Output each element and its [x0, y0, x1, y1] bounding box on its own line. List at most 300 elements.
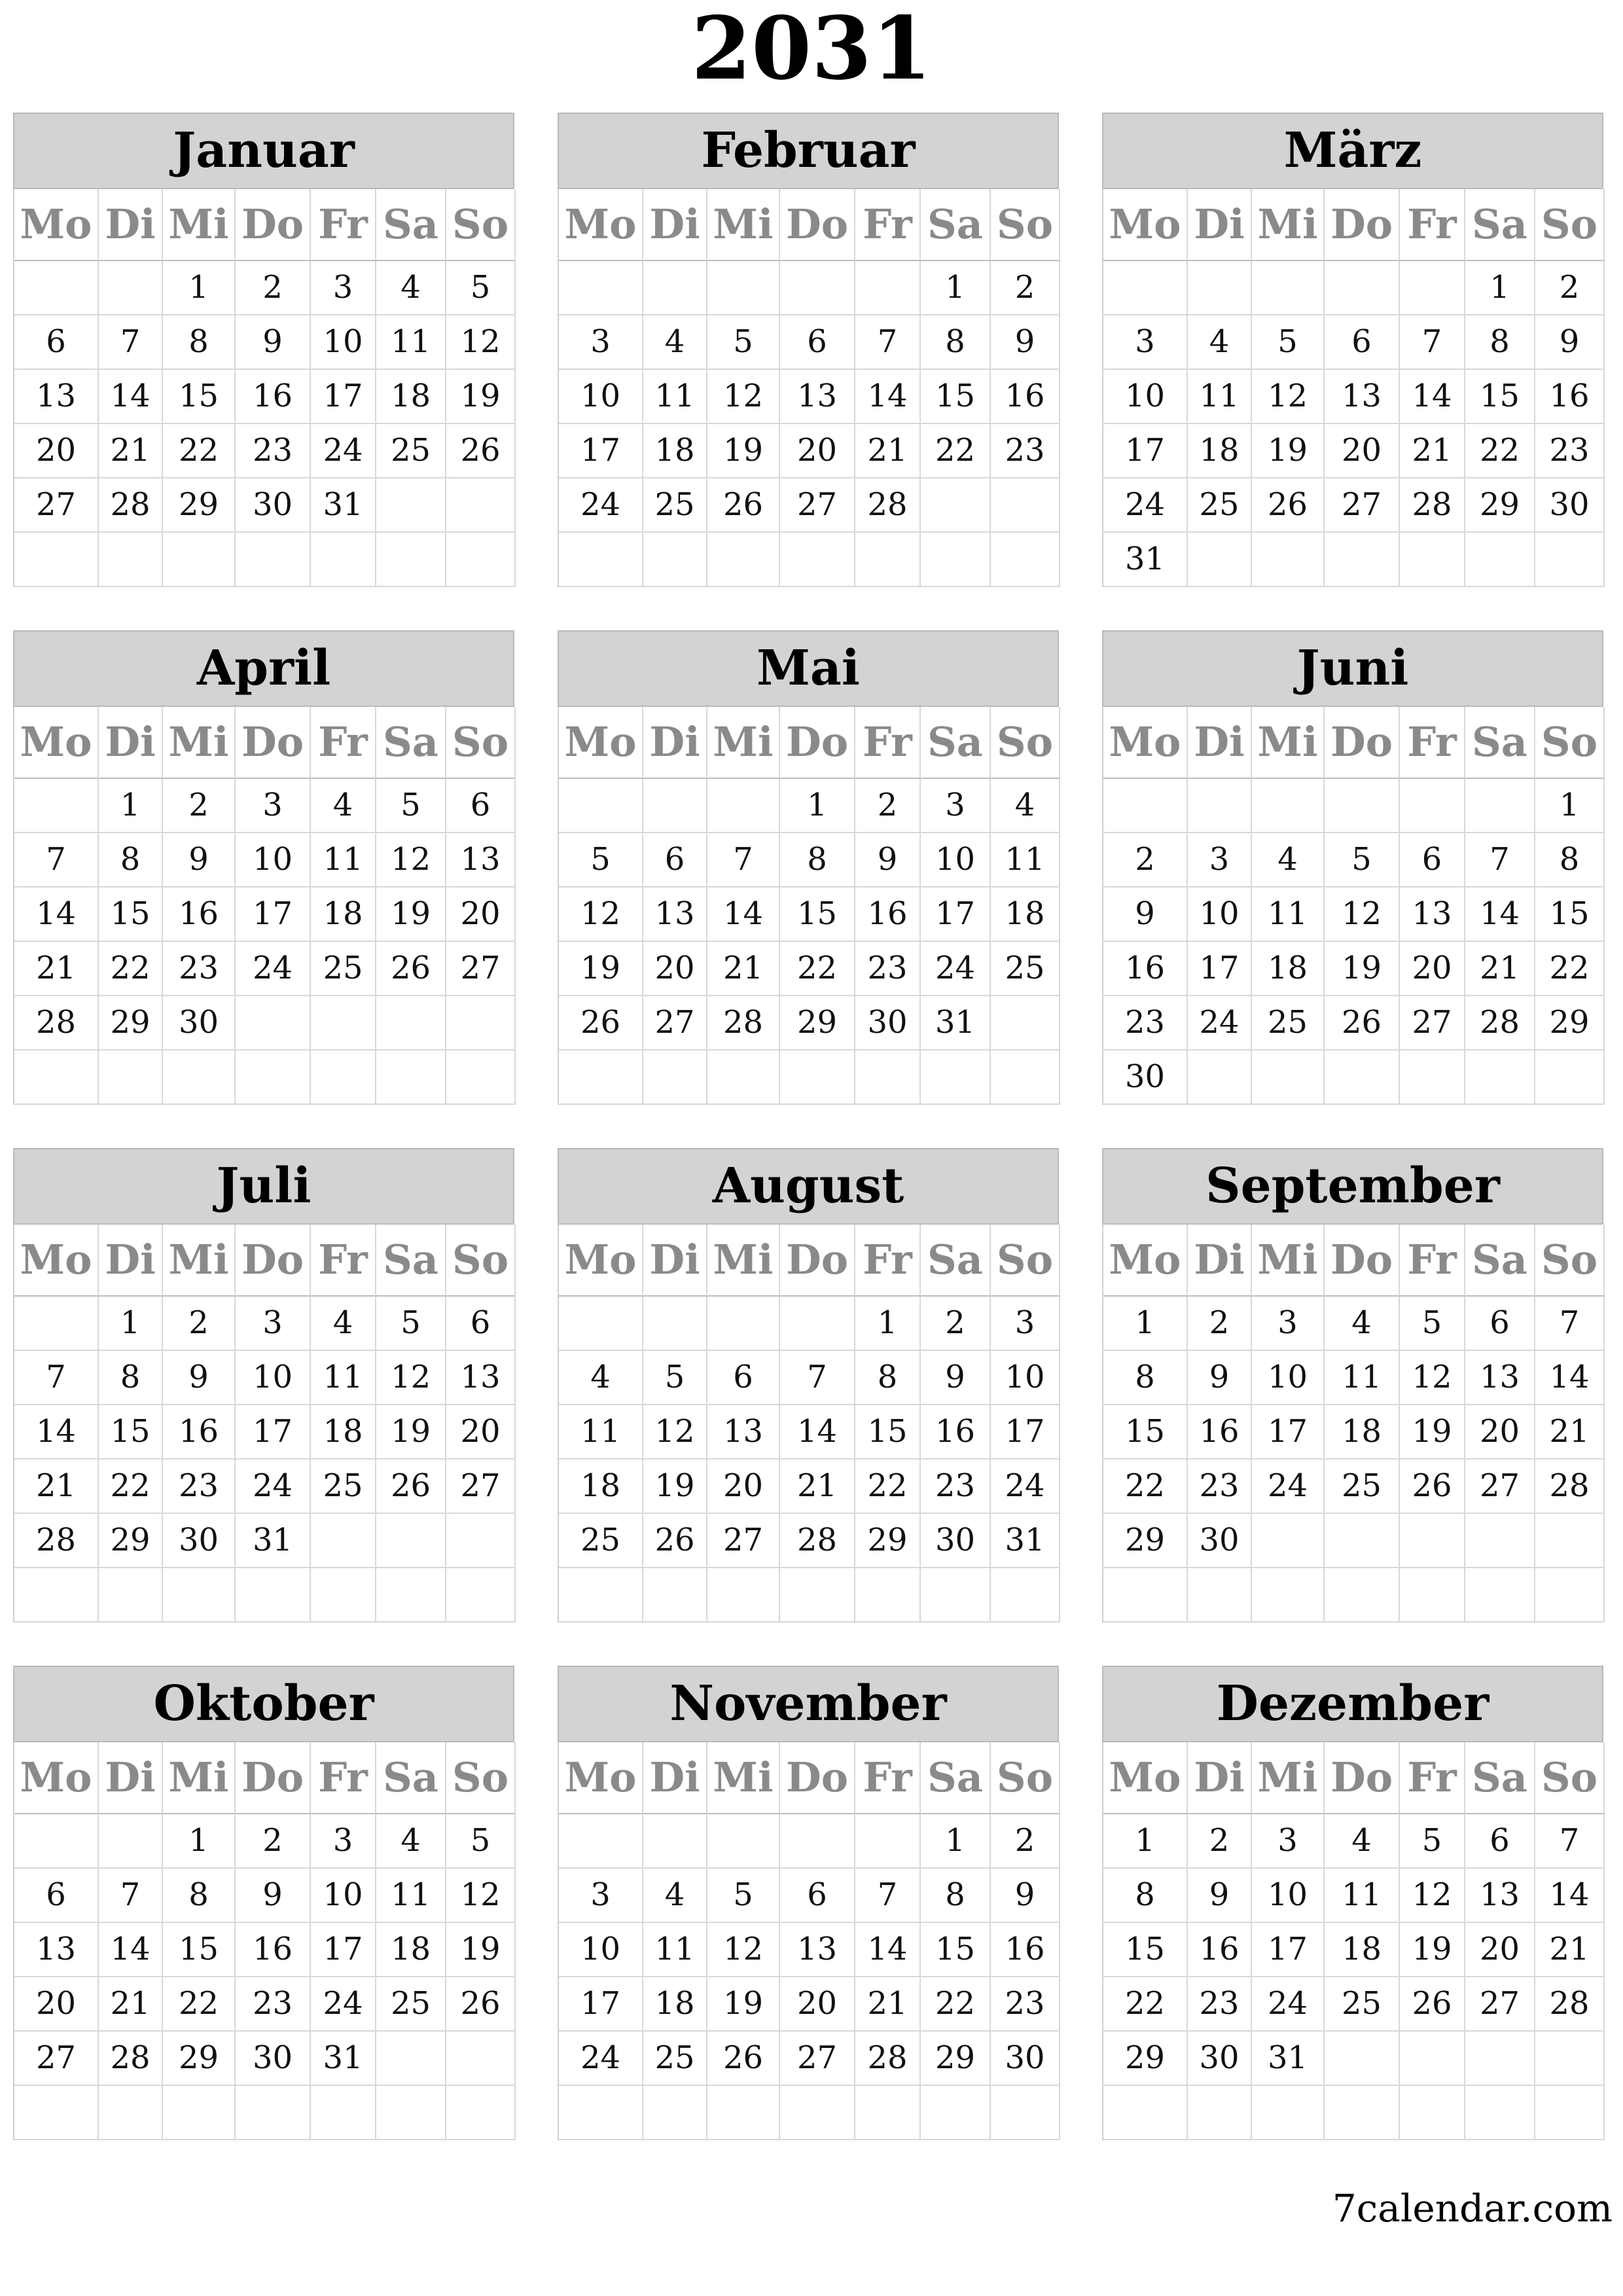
day-cell: 5 [1252, 315, 1325, 370]
day-cell: 26 [1252, 478, 1325, 533]
month-name: Dezember [1102, 1666, 1603, 1742]
day-cell: 27 [446, 942, 516, 996]
day-cell: 14 [14, 1405, 99, 1460]
day-cell: 22 [99, 1460, 163, 1514]
month-5 [558, 630, 1059, 1105]
day-cell: 15 [921, 370, 991, 424]
day-cell: 29 [1103, 1514, 1188, 1568]
empty-cell [780, 2086, 855, 2140]
empty-cell [446, 996, 516, 1050]
day-cell: 5 [446, 261, 516, 315]
day-cell: 3 [1188, 833, 1252, 888]
day-cell: 8 [855, 1351, 921, 1405]
empty-cell [1325, 1514, 1400, 1568]
day-cell: 27 [707, 1514, 780, 1568]
day-cell: 24 [311, 424, 376, 478]
day-cell: 17 [1103, 424, 1188, 478]
empty-cell [1252, 1514, 1325, 1568]
day-cell: 19 [376, 888, 446, 942]
empty-cell [855, 1814, 921, 1869]
day-cell: 25 [1325, 1977, 1400, 2032]
day-cell: 17 [921, 888, 991, 942]
empty-cell [559, 533, 643, 587]
empty-cell [643, 1568, 707, 1623]
day-cell: 2 [991, 261, 1060, 315]
weekday-header: Mi [1252, 189, 1325, 261]
weekday-header: Do [236, 707, 311, 779]
day-cell: 8 [1535, 833, 1605, 888]
empty-cell [707, 1297, 780, 1351]
weekday-header: Di [99, 707, 163, 779]
empty-cell [1400, 2086, 1465, 2140]
day-cell: 9 [236, 1869, 311, 1923]
day-cell: 23 [236, 424, 311, 478]
day-cell: 29 [1465, 478, 1535, 533]
weekday-header: Mi [1252, 707, 1325, 779]
day-cell: 3 [236, 779, 311, 833]
empty-cell [1465, 2086, 1535, 2140]
site-footer[interactable]: 7calendar.com [1332, 2186, 1613, 2231]
day-cell: 1 [99, 1297, 163, 1351]
day-cell: 3 [921, 779, 991, 833]
day-cell: 1 [1465, 261, 1535, 315]
day-cell: 28 [1535, 1977, 1605, 2032]
day-cell: 4 [991, 779, 1060, 833]
day-cell: 9 [236, 315, 311, 370]
day-cell: 14 [14, 888, 99, 942]
day-cell: 5 [707, 1869, 780, 1923]
day-cell: 23 [991, 1977, 1060, 2032]
weekday-header: Do [780, 189, 855, 261]
day-cell: 24 [1188, 996, 1252, 1050]
empty-cell [559, 261, 643, 315]
empty-cell [1252, 2086, 1325, 2140]
day-cell: 18 [1188, 424, 1252, 478]
weekday-header: Mi [707, 707, 780, 779]
day-cell: 15 [921, 1923, 991, 1977]
day-cell: 24 [1103, 478, 1188, 533]
day-cell: 11 [643, 370, 707, 424]
day-cell: 6 [14, 315, 99, 370]
weekday-header: Mi [163, 1225, 236, 1297]
weekday-header: So [1535, 1225, 1605, 1297]
day-cell: 25 [1325, 1460, 1400, 1514]
day-cell: 25 [991, 942, 1060, 996]
day-cell: 13 [780, 370, 855, 424]
day-cell: 29 [99, 996, 163, 1050]
day-cell: 31 [921, 996, 991, 1050]
month-7 [13, 1148, 514, 1623]
day-cell: 18 [311, 1405, 376, 1460]
day-cell: 28 [1465, 996, 1535, 1050]
weekday-header: Fr [311, 1225, 376, 1297]
day-cell: 12 [1400, 1869, 1465, 1923]
day-cell: 8 [921, 1869, 991, 1923]
day-cell: 1 [921, 261, 991, 315]
day-cell: 24 [991, 1460, 1060, 1514]
weekday-header: Do [1325, 189, 1400, 261]
day-cell: 30 [1188, 1514, 1252, 1568]
weekday-header: Fr [311, 707, 376, 779]
day-cell: 11 [559, 1405, 643, 1460]
month-name: Juni [1102, 630, 1603, 707]
day-cell: 9 [855, 833, 921, 888]
empty-cell [376, 1514, 446, 1568]
day-cell: 28 [780, 1514, 855, 1568]
empty-cell [1103, 2086, 1188, 2140]
day-cell: 19 [1252, 424, 1325, 478]
day-cell: 11 [376, 315, 446, 370]
day-cell: 18 [311, 888, 376, 942]
empty-cell [311, 1568, 376, 1623]
day-cell: 10 [236, 1351, 311, 1405]
day-cell: 11 [1252, 888, 1325, 942]
weekday-header: Di [643, 189, 707, 261]
weekday-header: Di [1188, 1742, 1252, 1814]
day-cell: 20 [780, 424, 855, 478]
empty-cell [855, 2086, 921, 2140]
weekday-header: Mi [707, 189, 780, 261]
day-cell: 22 [921, 1977, 991, 2032]
empty-cell [1400, 779, 1465, 833]
empty-cell [855, 261, 921, 315]
empty-cell [1535, 533, 1605, 587]
day-cell: 19 [707, 424, 780, 478]
day-cell: 1 [1535, 779, 1605, 833]
weekday-header: So [991, 1742, 1060, 1814]
weekday-header: Di [1188, 1225, 1252, 1297]
day-cell: 30 [1535, 478, 1605, 533]
day-cell: 5 [376, 1297, 446, 1351]
day-cell: 26 [376, 1460, 446, 1514]
month-grid [558, 1742, 1059, 2140]
empty-cell [780, 1568, 855, 1623]
month-grid [13, 1742, 514, 2140]
day-cell: 22 [1535, 942, 1605, 996]
month-name: Januar [13, 113, 514, 189]
month-12 [1102, 1666, 1603, 2141]
weekday-header: Sa [1465, 1225, 1535, 1297]
weekday-header: Mo [14, 1225, 99, 1297]
day-cell: 11 [991, 833, 1060, 888]
day-cell: 9 [163, 833, 236, 888]
weekday-header: Mi [707, 1225, 780, 1297]
empty-cell [1400, 533, 1465, 587]
day-cell: 30 [855, 996, 921, 1050]
weekday-header: So [446, 707, 516, 779]
day-cell: 15 [780, 888, 855, 942]
day-cell: 31 [311, 2032, 376, 2086]
day-cell: 5 [707, 315, 780, 370]
day-cell: 13 [780, 1923, 855, 1977]
day-cell: 18 [1252, 942, 1325, 996]
day-cell: 13 [14, 370, 99, 424]
day-cell: 15 [1535, 888, 1605, 942]
day-cell: 31 [991, 1514, 1060, 1568]
day-cell: 25 [643, 2032, 707, 2086]
day-cell: 5 [1325, 833, 1400, 888]
day-cell: 6 [1400, 833, 1465, 888]
day-cell: 28 [14, 996, 99, 1050]
weekday-header: Di [643, 1225, 707, 1297]
day-cell: 2 [236, 1814, 311, 1869]
month-grid [558, 189, 1059, 587]
year-title: 2031 [691, 0, 932, 99]
day-cell: 13 [1465, 1869, 1535, 1923]
day-cell: 21 [1465, 942, 1535, 996]
day-cell: 16 [1188, 1405, 1252, 1460]
day-cell: 2 [1103, 833, 1188, 888]
day-cell: 23 [991, 424, 1060, 478]
empty-cell [446, 478, 516, 533]
empty-cell [643, 533, 707, 587]
day-cell: 20 [643, 942, 707, 996]
day-cell: 8 [163, 1869, 236, 1923]
day-cell: 19 [1400, 1405, 1465, 1460]
day-cell: 1 [921, 1814, 991, 1869]
weekday-header: Sa [921, 1742, 991, 1814]
day-cell: 16 [1535, 370, 1605, 424]
weekday-header: Do [236, 1742, 311, 1814]
empty-cell [855, 1050, 921, 1105]
day-cell: 25 [559, 1514, 643, 1568]
weekday-header: Mo [14, 1742, 99, 1814]
day-cell: 18 [376, 370, 446, 424]
empty-cell [1465, 1514, 1535, 1568]
weekday-header: So [991, 1225, 1060, 1297]
day-cell: 7 [14, 833, 99, 888]
weekday-header: Mo [14, 189, 99, 261]
empty-cell [446, 2032, 516, 2086]
day-cell: 30 [163, 1514, 236, 1568]
day-cell: 12 [446, 315, 516, 370]
day-cell: 20 [1400, 942, 1465, 996]
day-cell: 15 [1103, 1923, 1188, 1977]
empty-cell [311, 2086, 376, 2140]
day-cell: 28 [1535, 1460, 1605, 1514]
weekday-header: Di [99, 1225, 163, 1297]
day-cell: 10 [311, 1869, 376, 1923]
month-8 [558, 1148, 1059, 1623]
month-9 [1102, 1148, 1603, 1623]
day-cell: 12 [559, 888, 643, 942]
day-cell: 31 [311, 478, 376, 533]
day-cell: 5 [376, 779, 446, 833]
day-cell: 13 [14, 1923, 99, 1977]
empty-cell [921, 1568, 991, 1623]
empty-cell [1188, 261, 1252, 315]
day-cell: 10 [559, 1923, 643, 1977]
day-cell: 24 [559, 478, 643, 533]
empty-cell [311, 1514, 376, 1568]
day-cell: 24 [921, 942, 991, 996]
month-grid [558, 1225, 1059, 1623]
empty-cell [99, 261, 163, 315]
day-cell: 12 [1400, 1351, 1465, 1405]
day-cell: 6 [14, 1869, 99, 1923]
empty-cell [1325, 2032, 1400, 2086]
day-cell: 19 [446, 1923, 516, 1977]
day-cell: 6 [1465, 1814, 1535, 1869]
day-cell: 4 [1252, 833, 1325, 888]
day-cell: 9 [1188, 1351, 1252, 1405]
day-cell: 24 [1252, 1977, 1325, 2032]
day-cell: 25 [311, 1460, 376, 1514]
weekday-header: Mi [163, 1742, 236, 1814]
empty-cell [1188, 1050, 1252, 1105]
day-cell: 11 [1188, 370, 1252, 424]
month-grid [13, 707, 514, 1105]
day-cell: 28 [14, 1514, 99, 1568]
day-cell: 14 [855, 1923, 921, 1977]
day-cell: 31 [236, 1514, 311, 1568]
empty-cell [707, 261, 780, 315]
day-cell: 8 [1103, 1869, 1188, 1923]
day-cell: 8 [1103, 1351, 1188, 1405]
empty-cell [1103, 261, 1188, 315]
empty-cell [376, 533, 446, 587]
day-cell: 17 [236, 888, 311, 942]
empty-cell [1400, 261, 1465, 315]
weekday-header: Mo [1103, 707, 1188, 779]
empty-cell [643, 1297, 707, 1351]
day-cell: 20 [1465, 1405, 1535, 1460]
day-cell: 24 [559, 2032, 643, 2086]
weekday-header: Mo [14, 707, 99, 779]
day-cell: 17 [311, 1923, 376, 1977]
empty-cell [707, 1568, 780, 1623]
day-cell: 22 [855, 1460, 921, 1514]
weekday-header: Di [643, 1742, 707, 1814]
day-cell: 2 [236, 261, 311, 315]
empty-cell [14, 1297, 99, 1351]
empty-cell [643, 261, 707, 315]
day-cell: 2 [921, 1297, 991, 1351]
day-cell: 15 [163, 1923, 236, 1977]
empty-cell [1535, 2086, 1605, 2140]
day-cell: 20 [1325, 424, 1400, 478]
day-cell: 30 [991, 2032, 1060, 2086]
day-cell: 22 [1103, 1460, 1188, 1514]
empty-cell [921, 2086, 991, 2140]
day-cell: 21 [14, 1460, 99, 1514]
day-cell: 4 [1325, 1814, 1400, 1869]
weekday-header: So [446, 1225, 516, 1297]
day-cell: 19 [1325, 942, 1400, 996]
day-cell: 16 [236, 370, 311, 424]
month-grid [1102, 707, 1603, 1105]
day-cell: 19 [707, 1977, 780, 2032]
day-cell: 29 [1103, 2032, 1188, 2086]
day-cell: 25 [311, 942, 376, 996]
day-cell: 13 [446, 1351, 516, 1405]
empty-cell [99, 1050, 163, 1105]
empty-cell [14, 1050, 99, 1105]
month-name: Juli [13, 1148, 514, 1225]
month-name: August [558, 1148, 1059, 1225]
day-cell: 27 [14, 478, 99, 533]
day-cell: 12 [376, 833, 446, 888]
day-cell: 25 [1252, 996, 1325, 1050]
day-cell: 18 [643, 424, 707, 478]
empty-cell [376, 2086, 446, 2140]
day-cell: 27 [446, 1460, 516, 1514]
weekday-header: Di [99, 189, 163, 261]
day-cell: 9 [1103, 888, 1188, 942]
day-cell: 16 [855, 888, 921, 942]
day-cell: 23 [1188, 1977, 1252, 2032]
weekday-header: Sa [376, 707, 446, 779]
day-cell: 17 [311, 370, 376, 424]
day-cell: 8 [1465, 315, 1535, 370]
day-cell: 7 [1535, 1297, 1605, 1351]
weekday-header: Do [236, 189, 311, 261]
day-cell: 3 [1103, 315, 1188, 370]
day-cell: 18 [559, 1460, 643, 1514]
day-cell: 17 [991, 1405, 1060, 1460]
day-cell: 21 [855, 1977, 921, 2032]
empty-cell [14, 1568, 99, 1623]
empty-cell [311, 533, 376, 587]
day-cell: 4 [1188, 315, 1252, 370]
empty-cell [1252, 779, 1325, 833]
day-cell: 1 [99, 779, 163, 833]
day-cell: 9 [1188, 1869, 1252, 1923]
weekday-header: Sa [921, 1225, 991, 1297]
month-11 [558, 1666, 1059, 2141]
empty-cell [559, 779, 643, 833]
day-cell: 8 [99, 1351, 163, 1405]
weekday-header: Do [780, 707, 855, 779]
day-cell: 25 [643, 478, 707, 533]
day-cell: 28 [99, 2032, 163, 2086]
day-cell: 10 [311, 315, 376, 370]
day-cell: 20 [14, 424, 99, 478]
weekday-header: So [991, 189, 1060, 261]
day-cell: 3 [559, 315, 643, 370]
empty-cell [99, 533, 163, 587]
weekday-header: Fr [1400, 189, 1465, 261]
day-cell: 8 [163, 315, 236, 370]
weekday-header: Fr [1400, 1742, 1465, 1814]
day-cell: 22 [921, 424, 991, 478]
day-cell: 6 [780, 1869, 855, 1923]
day-cell: 3 [236, 1297, 311, 1351]
day-cell: 2 [1188, 1297, 1252, 1351]
day-cell: 12 [1252, 370, 1325, 424]
empty-cell [991, 1050, 1060, 1105]
weekday-header: Sa [376, 1225, 446, 1297]
weekday-header: Sa [376, 189, 446, 261]
day-cell: 24 [236, 1460, 311, 1514]
day-cell: 13 [707, 1405, 780, 1460]
empty-cell [376, 1568, 446, 1623]
day-cell: 13 [1400, 888, 1465, 942]
month-grid [1102, 189, 1603, 587]
day-cell: 16 [921, 1405, 991, 1460]
day-cell: 17 [559, 424, 643, 478]
day-cell: 7 [14, 1351, 99, 1405]
day-cell: 21 [780, 1460, 855, 1514]
weekday-header: Mi [163, 707, 236, 779]
day-cell: 9 [921, 1351, 991, 1405]
day-cell: 21 [855, 424, 921, 478]
day-cell: 10 [991, 1351, 1060, 1405]
empty-cell [643, 2086, 707, 2140]
empty-cell [163, 2086, 236, 2140]
day-cell: 16 [991, 1923, 1060, 1977]
day-cell: 7 [707, 833, 780, 888]
